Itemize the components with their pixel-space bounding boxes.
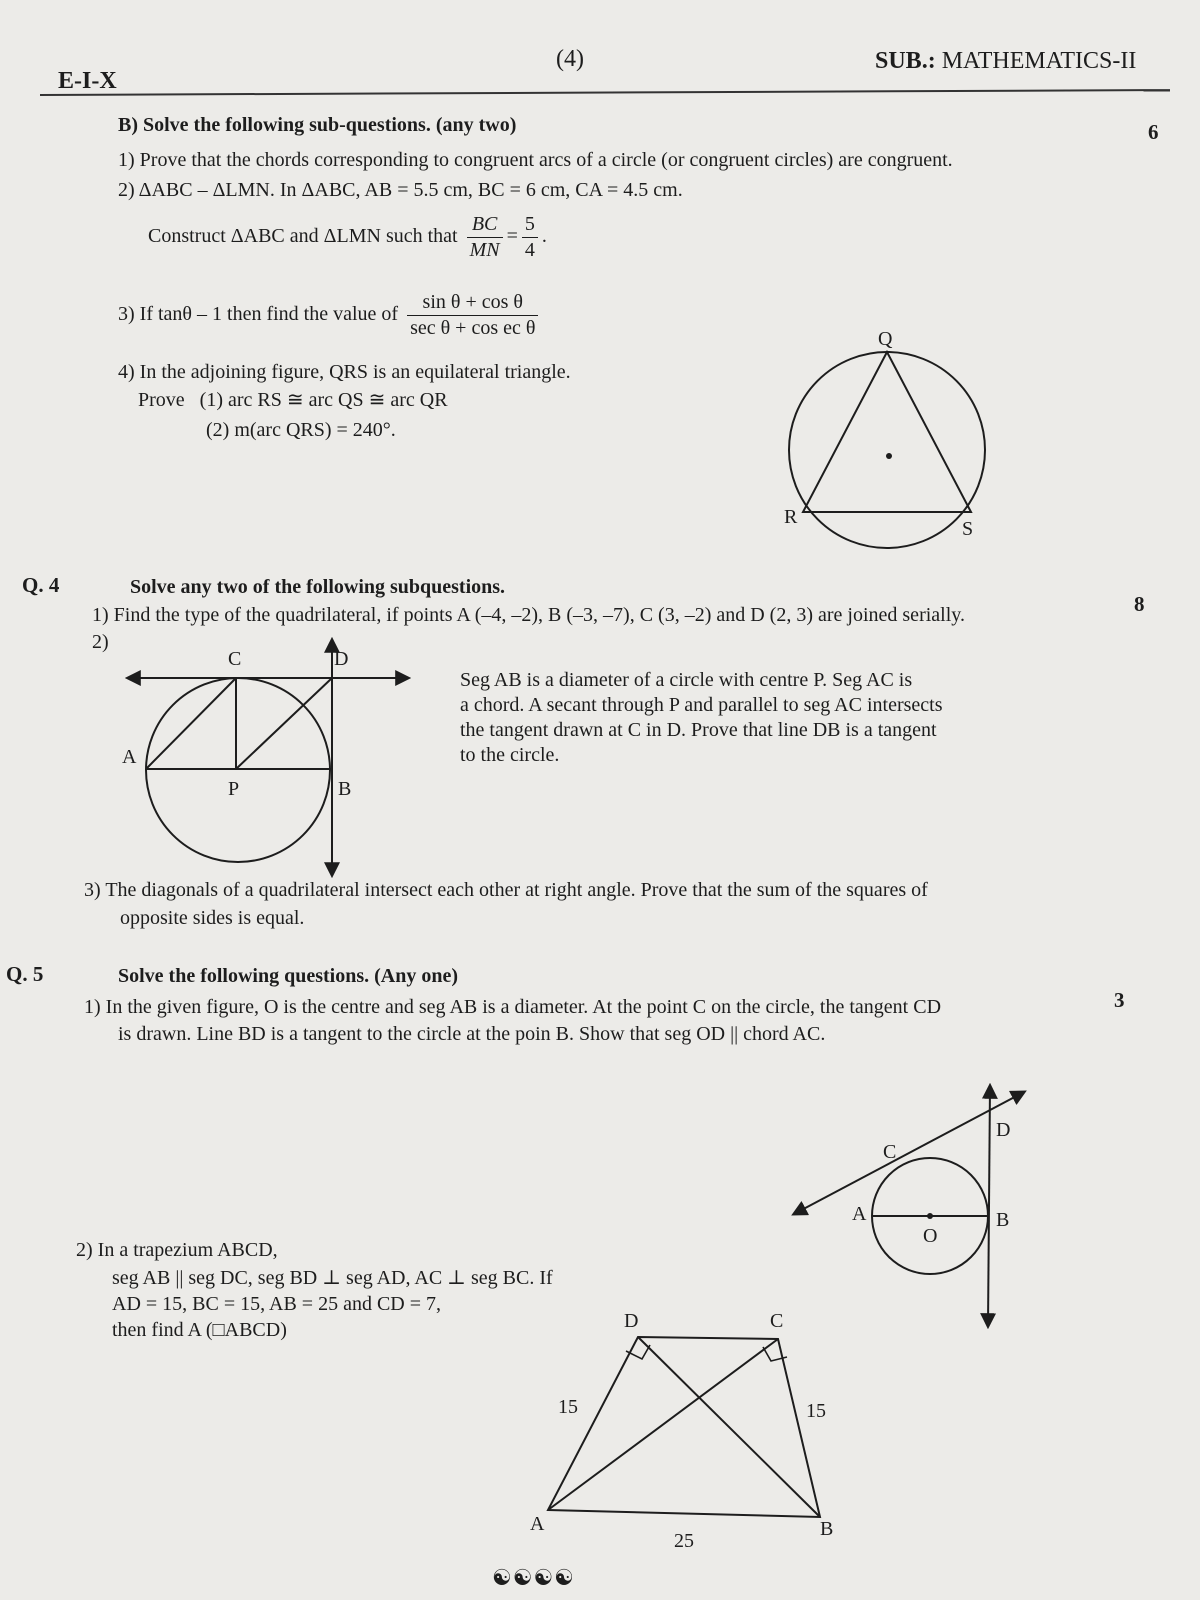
q4-label: Q. 4	[22, 573, 60, 597]
diagonal-ac	[548, 1339, 778, 1510]
sb-q2-line1	[118, 178, 683, 203]
centre-point	[886, 453, 892, 459]
label-a: A	[530, 1513, 545, 1535]
label-b: B	[996, 1209, 1010, 1231]
q4-q2-line: the tangent drawn at C in D. Prove that line DB is a tangent	[460, 719, 937, 741]
section-b-label: B)	[118, 114, 138, 136]
tangent-bd	[988, 1086, 990, 1326]
subject-heading	[875, 48, 1136, 75]
label-a: A	[122, 746, 137, 768]
diagonal-bd	[638, 1337, 820, 1517]
label-d: D	[334, 648, 349, 670]
sb-q3-num: 3)	[118, 303, 135, 326]
trapezium	[548, 1337, 820, 1517]
q4-q3-line2: opposite sides is equal.	[120, 907, 305, 929]
centre-o	[927, 1213, 933, 1219]
label-q: Q	[878, 328, 893, 350]
q4-q3	[84, 878, 928, 903]
sb-q1-text: Prove that the chords corresponding to congruent arcs of a circle (or congruent circles) are congruent.	[139, 149, 953, 171]
q4-q1-num: 1)	[92, 604, 109, 626]
q5-q2-conditions	[112, 1265, 553, 1343]
section-b-marks: 6	[1148, 120, 1159, 144]
sb-q3	[118, 290, 542, 341]
q5-q2-line: then find A (□ABCD)	[112, 1319, 287, 1341]
q4-q2-line: Seg AB is a diameter of a circle with centre P. Seg AC is	[460, 669, 913, 691]
q4-q2-line: a chord. A secant through P and parallel to seg AC intersects	[460, 694, 943, 716]
fraction-denominator: sec θ + cos ec θ	[410, 317, 536, 339]
right-angle-d	[626, 1345, 650, 1359]
label-c: C	[228, 648, 242, 670]
q5-marks: 3	[1114, 988, 1125, 1012]
prove-label: Prove	[138, 389, 185, 411]
fraction-denominator: MN	[469, 239, 500, 261]
sb-q2-construct-text: Construct ΔABC and ΔLMN such that	[148, 225, 458, 248]
label-c: C	[770, 1310, 784, 1332]
footer-ornament: ☯☯☯☯	[492, 1566, 575, 1591]
prove-part-2: (2) m(arc QRS) = 240°.	[206, 419, 396, 441]
figure-equilateral-triangle-circle	[770, 325, 1000, 555]
fraction-numerator: BC	[467, 212, 503, 238]
q4-q3-text: The diagonals of a quadrilateral intersect each other at right angle. Prove that the sum of the squares of	[105, 879, 928, 901]
label-o: O	[923, 1225, 938, 1247]
triangle-qrs	[803, 352, 971, 512]
sb-q4-prove	[138, 388, 448, 413]
sb-q4-text: In the adjoining figure, QRS is an equilateral triangle.	[139, 361, 571, 383]
sb-q1-num: 1)	[118, 149, 135, 171]
trig-fraction	[407, 290, 538, 341]
q4-q2-line: to the circle.	[460, 744, 560, 766]
label-b: B	[338, 778, 352, 800]
q4-title: Solve any two of the following subquestions.	[130, 576, 506, 598]
sb-q3-text: If tanθ – 1 then find the value of	[139, 303, 399, 326]
label-ab-length: 25	[674, 1530, 694, 1552]
prove-part-1: (1) arc RS ≅ arc QS ≅ arc QR	[199, 389, 448, 411]
circumcircle	[789, 352, 985, 548]
sb-q2-num: 2)	[118, 179, 135, 201]
q5-q2-line: seg AB || seg DC, seg BD ⊥ seg AD, AC ⊥ seg BC. If	[112, 1267, 553, 1289]
q5-q1	[84, 995, 941, 1020]
fraction-denominator: 4	[524, 239, 535, 261]
sb-q2-line2	[148, 212, 547, 263]
section-b-title: Solve the following sub-questions. (any two)	[143, 114, 517, 136]
q4-marks: 8	[1134, 592, 1145, 616]
q5-q2	[76, 1238, 278, 1263]
label-r: R	[784, 506, 798, 528]
fraction-5-4	[522, 212, 538, 263]
figure-trapezium-abcd	[530, 1305, 860, 1555]
q4-q1	[92, 603, 965, 628]
fraction-numerator: 5	[522, 212, 538, 238]
sb-q2-text: ΔABC – ΔLMN. In ΔABC, AB = 5.5 cm, BC = 6 cm, CA = 4.5 cm.	[138, 179, 683, 201]
section-b-heading	[118, 113, 516, 138]
paper-code: E-I-X	[58, 68, 117, 94]
label-s: S	[962, 518, 974, 540]
figure-tangent-db	[108, 635, 418, 885]
figure-seg-od-parallel	[780, 1080, 1040, 1340]
label-bc-length: 15	[806, 1400, 826, 1422]
label-d: D	[624, 1310, 639, 1332]
fraction-bc-mn	[467, 212, 503, 263]
label-c: C	[883, 1141, 897, 1163]
label-p: P	[228, 778, 240, 800]
header-rule	[40, 89, 1170, 96]
q5-q1-text: In the given figure, O is the centre and seg AB is a diameter. At the point C on the circle, the tangent CD	[105, 996, 942, 1018]
page-number: (4)	[556, 46, 584, 72]
q5-q1-num: 1)	[84, 996, 101, 1018]
fraction-numerator: sin θ + cos θ	[407, 290, 538, 316]
sb-q4-num: 4)	[118, 361, 135, 383]
period: .	[541, 225, 547, 248]
label-b: B	[820, 1518, 834, 1540]
q5-label: Q. 5	[6, 962, 44, 986]
subject-label: SUB.:	[875, 48, 936, 74]
q5-q2-text: In a trapezium ABCD,	[97, 1239, 278, 1261]
q5-q2-num: 2)	[76, 1239, 93, 1261]
q5-title: Solve the following questions. (Any one)	[118, 965, 459, 987]
subject-name: MATHEMATICS-II	[941, 48, 1137, 74]
q4-q3-num: 3)	[84, 879, 101, 901]
sb-q4-line1	[118, 360, 571, 385]
q5-q1-line2: is drawn. Line BD is a tangent to the circle at the poin B. Show that seg OD || chord AC.	[118, 1023, 826, 1045]
label-d: D	[996, 1119, 1011, 1141]
sb-q1	[118, 148, 953, 173]
q4-q2-num: 2)	[92, 631, 109, 653]
label-a: A	[852, 1203, 867, 1225]
q4-q1-text: Find the type of the quadrilateral, if points A (–4, –2), B (–3, –7), C (3, –2) and D (2, 3) are joined serially.	[113, 604, 965, 626]
q5-q2-line: AD = 15, BC = 15, AB = 25 and CD = 7,	[112, 1293, 442, 1315]
equals-sign: =	[506, 225, 518, 248]
q4-q2-text	[460, 668, 942, 768]
label-ad-length: 15	[558, 1396, 578, 1418]
